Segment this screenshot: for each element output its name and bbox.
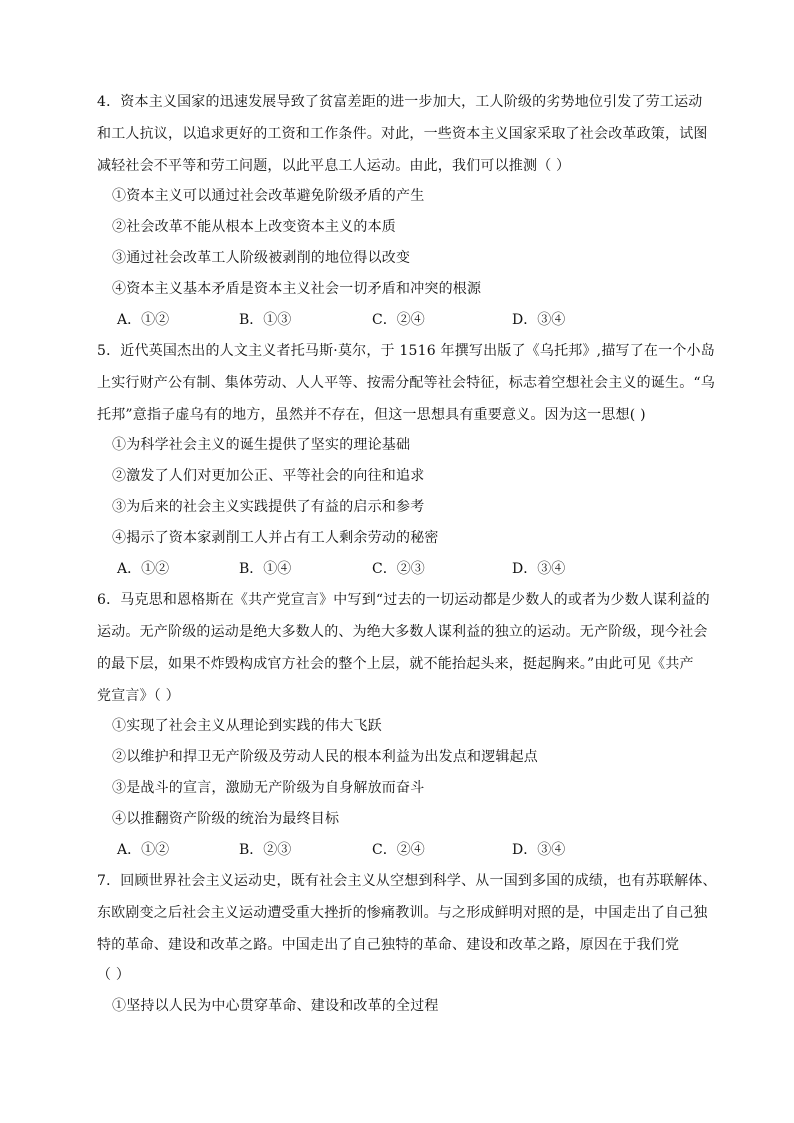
q5-choice-d[interactable]: D．③④	[512, 561, 566, 577]
q4-option-3: ③通过社会改革工人阶级被剥削的地位得以改变	[112, 250, 411, 266]
q6-option-1: ①实现了社会主义从理论到实践的伟大飞跃	[112, 718, 382, 734]
q6-option-2: ②以维护和捍卫无产阶级及劳动人民的根本利益为出发点和逻辑起点	[112, 749, 538, 765]
q6-stem-line-3: 的最下层，如果不炸毁构成官方社会的整个上层，就不能抬起头来，挺起胸来。”由此可见《共产	[97, 656, 694, 672]
q6-stem-line-2: 运动。无产阶级的运动是绝大多数人的、为绝大多数人谋利益的独立的运动。无产阶级，现今社会	[97, 624, 708, 640]
q7-stem-line-1: 7．回顾世界社会主义运动史，既有社会主义从空想到科学、从一国到多国的成绩，也有苏联解体、	[97, 873, 717, 889]
q5-option-2: ②激发了人们对更加公正、平等社会的向往和追求	[112, 468, 425, 484]
q6-choice-d[interactable]: D．③④	[512, 842, 566, 858]
q7-stem-line-4: （ ）	[97, 967, 131, 983]
q5-stem-line-1: 5．近代英国杰出的人文主义者托马斯·莫尔，于 1516 年撰写出版了《乌托邦》,描写了在一个小岛	[97, 343, 715, 359]
q4-stem-line-3: 减轻社会不平等和劳工问题，以此平息工人运动。由此，我们可以推测（ ）	[97, 158, 571, 174]
q6-option-4: ④以推翻资产阶级的统治为最终目标	[112, 811, 340, 827]
q5-choices	[117, 559, 597, 579]
q6-choice-c[interactable]: C．②④	[372, 842, 425, 858]
q4-choice-a[interactable]: A．①②	[117, 312, 170, 328]
q5-choice-b[interactable]: B．①④	[239, 561, 292, 577]
q5-option-4: ④揭示了资本家剥削工人并占有工人剩余劳动的秘密	[112, 530, 439, 546]
q6-choice-a[interactable]: A．①②	[117, 842, 170, 858]
q4-choice-b[interactable]: B．①③	[239, 312, 292, 328]
q5-stem-line-2: 上实行财产公有制、集体劳动、人人平等、按需分配等社会特征，标志着空想社会主义的诞生。“乌	[97, 375, 715, 391]
q5-stem-line-3: 托邦”意指子虚乌有的地方，虽然并不存在，但这一思想具有重要意义。因为这一思想( )	[97, 407, 646, 423]
q6-stem-line-1: 6．马克思和恩格斯在《共产党宣言》中写到“过去的一切运动都是少数人的或者为少数人谋利益的	[97, 592, 710, 608]
q4-choice-c[interactable]: C．②④	[372, 312, 425, 328]
q4-choices	[117, 310, 597, 330]
q6-choice-b[interactable]: B．②③	[239, 842, 292, 858]
q7-stem-line-2: 东欧剧变之后社会主义运动遭受重大挫折的惨痛教训。与之形成鲜明对照的是，中国走出了自己独	[97, 905, 708, 921]
q7-option-1: ①坚持以人民为中心贯穿革命、建设和改革的全过程	[112, 998, 439, 1014]
q5-choice-c[interactable]: C．②③	[372, 561, 425, 577]
q7-stem-line-3: 特的革命、建设和改革之路。中国走出了自己独特的革命、建设和改革之路，原因在于我们党	[97, 937, 680, 953]
q4-option-4: ④资本主义基本矛盾是资本主义社会一切矛盾和冲突的根源	[112, 281, 482, 297]
q4-option-2: ②社会改革不能从根本上改变资本主义的本质	[112, 219, 396, 235]
q5-option-1: ①为科学社会主义的诞生提供了坚实的理论基础	[112, 437, 411, 453]
q6-option-3: ③是战斗的宣言，激励无产阶级为自身解放而奋斗	[112, 780, 425, 796]
q4-stem-line-1: 4．资本主义国家的迅速发展导致了贫富差距的进一步加大，工人阶级的劣势地位引发了劳工运动	[97, 94, 703, 110]
q4-stem-line-2: 和工人抗议，以追求更好的工资和工作条件。对此，一些资本主义国家采取了社会改革政策，试图	[97, 126, 708, 142]
q6-choices	[117, 840, 597, 860]
q6-stem-line-4: 党宣言》（ ）	[97, 688, 180, 704]
q5-choice-a[interactable]: A．①②	[117, 561, 170, 577]
q5-option-3: ③为后来的社会主义实践提供了有益的启示和参考	[112, 499, 425, 515]
q4-choice-d[interactable]: D．③④	[512, 312, 566, 328]
q4-option-1: ①资本主义可以通过社会改革避免阶级矛盾的产生	[112, 188, 425, 204]
